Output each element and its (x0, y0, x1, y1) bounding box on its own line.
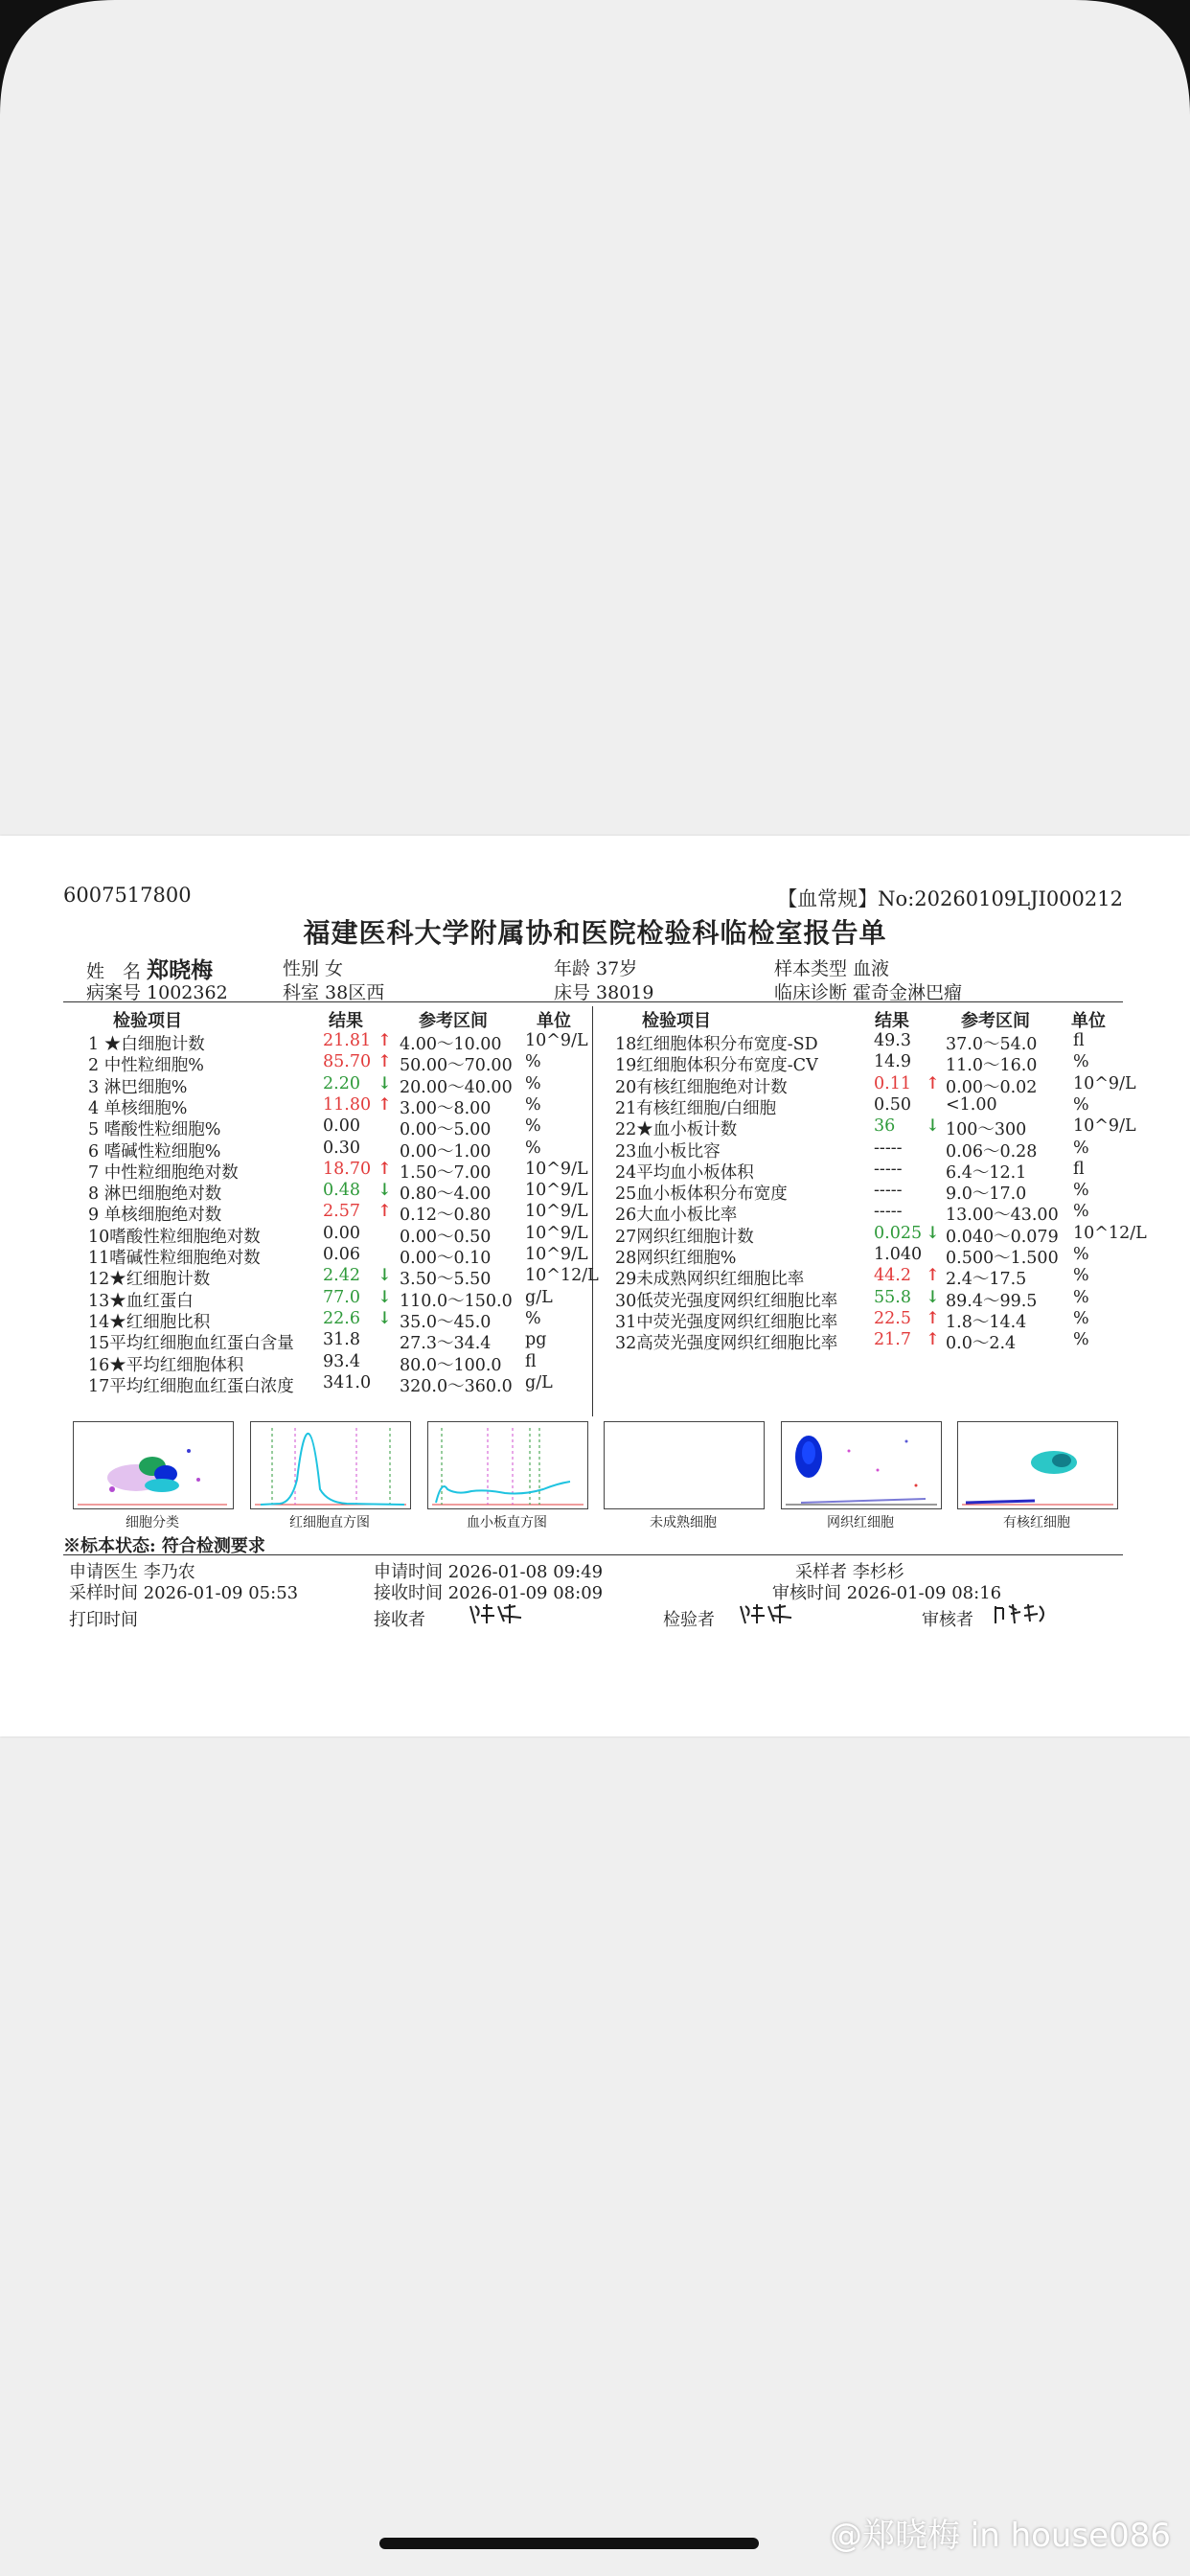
result-value: ----- (874, 1202, 903, 1222)
unit: g/L (525, 1287, 553, 1307)
test-name: 12★红细胞计数 (88, 1270, 211, 1290)
record-number: 病案号 1002362 (86, 982, 228, 1003)
unit: 10^9/L (525, 1223, 588, 1243)
result-value: 1.040 (874, 1245, 923, 1264)
graph-reticulocyte (781, 1421, 942, 1509)
unit: % (1073, 1094, 1089, 1115)
reference-range: 37.0～54.0 (946, 1035, 1038, 1054)
name-label: 姓 名 (86, 961, 142, 982)
graph-immature-cells (604, 1421, 765, 1509)
test-name: 17平均红细胞血红蛋白浓度 (88, 1376, 294, 1396)
unit: 10^9/L (1073, 1116, 1136, 1137)
result-value: 14.9 (874, 1052, 911, 1072)
result-value: 2.42 (323, 1266, 360, 1286)
reference-range: 6.4～12.1 (946, 1162, 1027, 1183)
reference-range: 0.500～1.500 (946, 1249, 1059, 1268)
unit: g/L (525, 1372, 553, 1392)
unit: % (525, 1052, 541, 1072)
table-row (615, 1031, 1133, 1052)
table-row (615, 1138, 1133, 1160)
left-header-result: 结果 (329, 1011, 363, 1031)
result-value: 0.00 (323, 1116, 360, 1137)
table-row (88, 1138, 586, 1160)
table-row (88, 1288, 586, 1309)
table-row (88, 1224, 586, 1245)
test-name: 11嗜碱性粒细胞绝对数 (88, 1249, 261, 1268)
reference-range: 100～300 (946, 1120, 1027, 1140)
test-name: 7 中性粒细胞绝对数 (88, 1162, 239, 1183)
reference-range: 320.0～360.0 (400, 1376, 513, 1396)
unit: % (1073, 1138, 1089, 1158)
flag-arrow: ↑ (926, 1266, 940, 1286)
result-value: 0.30 (323, 1138, 360, 1158)
unit: 10^9/L (525, 1181, 588, 1201)
reference-range: 35.0～45.0 (400, 1312, 492, 1332)
test-name: 31中荧光强度网织红细胞比率 (615, 1312, 838, 1332)
unit: % (1073, 1330, 1089, 1350)
unit: 10^9/L (1073, 1073, 1136, 1093)
test-name: 10嗜酸性粒细胞绝对数 (88, 1227, 261, 1247)
test-name: 23血小板比容 (615, 1141, 721, 1162)
table-row (88, 1095, 586, 1116)
test-name: 6 嗜碱性粒细胞% (88, 1141, 221, 1162)
result-value: 18.70 (323, 1159, 372, 1179)
unit: 10^12/L (1073, 1223, 1147, 1243)
right-header-unit: 单位 (1071, 1011, 1106, 1031)
table-row (615, 1160, 1133, 1181)
result-value: 49.3 (874, 1031, 911, 1050)
reference-range: 3.50～5.50 (400, 1270, 492, 1290)
test-name: 1 ★白细胞计数 (88, 1035, 205, 1054)
unit: % (525, 1116, 541, 1137)
table-row (88, 1330, 586, 1354)
unit: % (525, 1073, 541, 1093)
test-name: 30低荧光强度网织红细胞比率 (615, 1291, 838, 1311)
flag-arrow: ↑ (926, 1330, 940, 1350)
result-value: 21.7 (874, 1330, 911, 1350)
unit: % (525, 1138, 541, 1158)
result-value: ----- (874, 1138, 903, 1158)
reference-range: 0.12～0.80 (400, 1206, 492, 1226)
reference-range: 0.0～2.4 (946, 1334, 1017, 1354)
reference-range: 50.00～70.00 (400, 1056, 513, 1076)
device-rounded-top (0, 0, 1190, 115)
graph-label-5: 网织红细胞 (827, 1515, 894, 1530)
unit: fl (1073, 1031, 1085, 1050)
graph-label-3: 血小板直方图 (467, 1515, 547, 1530)
table-row (615, 1052, 1133, 1076)
flag-arrow: ↓ (378, 1266, 392, 1286)
report-kind-number: 【血常规】No:20260109LJI000212 (777, 887, 1123, 910)
reference-range: 0.00～0.02 (946, 1077, 1038, 1097)
graph-nucleated-rbc (957, 1421, 1118, 1509)
reference-range: 0.06～0.28 (946, 1141, 1038, 1162)
sample-type: 样本类型 血液 (774, 958, 890, 979)
test-name: 4 单核细胞% (88, 1098, 188, 1118)
result-value: 0.06 (323, 1245, 360, 1264)
test-name: 13★血红蛋白 (88, 1291, 194, 1311)
test-name: 32高荧光强度网织红细胞比率 (615, 1334, 838, 1354)
result-value: 2.20 (323, 1073, 360, 1093)
table-row (88, 1352, 586, 1373)
result-value: 36 (874, 1116, 896, 1137)
bed-number: 床号 38019 (554, 982, 654, 1003)
result-value: 77.0 (323, 1287, 360, 1307)
reference-range: 0.00～1.00 (400, 1141, 492, 1162)
reference-range: 1.50～7.00 (400, 1162, 492, 1183)
unit: 10^9/L (525, 1245, 588, 1264)
reference-range: 2.4～17.5 (946, 1270, 1027, 1290)
left-header-item: 检验项目 (113, 1011, 182, 1031)
table-row (88, 1245, 586, 1266)
table-row (615, 1309, 1133, 1330)
collect-time: 采样时间 2026-01-09 05:53 (69, 1583, 299, 1603)
receiver-label: 接收者 (374, 1610, 425, 1630)
reference-range: 0.00～0.10 (400, 1249, 492, 1268)
reference-range: 4.00～10.00 (400, 1035, 502, 1054)
request-time: 申请时间 2026-01-08 09:49 (374, 1562, 604, 1582)
reference-range: 0.00～5.00 (400, 1120, 492, 1140)
requesting-doctor: 申请医生 李乃农 (69, 1562, 195, 1582)
test-name: 14★红细胞比积 (88, 1312, 211, 1332)
table-row (88, 1052, 586, 1076)
table-row (88, 1373, 586, 1394)
graph-label-2: 红细胞直方图 (289, 1515, 370, 1530)
test-name: 18红细胞体积分布宽度-SD (615, 1035, 818, 1054)
reference-range: 0.040～0.079 (946, 1227, 1059, 1247)
result-value: 0.11 (874, 1073, 911, 1093)
flag-arrow: ↓ (378, 1181, 392, 1201)
reference-range: <1.00 (946, 1094, 997, 1115)
left-header-ref: 参考区间 (419, 1011, 488, 1031)
result-value: ----- (874, 1181, 903, 1201)
test-name: 15平均红细胞血红蛋白含量 (88, 1334, 294, 1354)
test-name: 2 中性粒细胞% (88, 1056, 204, 1076)
test-name: 22★血小板计数 (615, 1120, 738, 1140)
unit: % (1073, 1052, 1089, 1072)
review-time: 审核时间 2026-01-09 08:16 (772, 1583, 1002, 1603)
patient-gender: 性别 女 (283, 958, 344, 979)
test-name: 26大血小板比率 (615, 1206, 738, 1226)
unit: pg (525, 1330, 547, 1350)
flag-arrow: ↑ (378, 1052, 392, 1072)
table-row (88, 1074, 586, 1095)
table-row (615, 1202, 1133, 1226)
result-value: 0.48 (323, 1181, 360, 1201)
reference-range: 80.0～100.0 (400, 1355, 502, 1375)
header-rule (63, 1001, 1123, 1002)
result-value: 341.0 (323, 1372, 372, 1392)
reference-range: 0.00～0.50 (400, 1227, 492, 1247)
inspector-label: 检验者 (663, 1610, 715, 1630)
table-row (615, 1245, 1133, 1266)
reviewer-label: 审核者 (922, 1610, 973, 1630)
table-row (615, 1266, 1133, 1290)
unit: 10^9/L (525, 1202, 588, 1222)
result-value: ----- (874, 1159, 903, 1179)
flag-arrow: ↑ (378, 1202, 392, 1222)
table-row (88, 1309, 586, 1330)
flag-arrow: ↑ (378, 1159, 392, 1179)
table-row (88, 1266, 599, 1290)
table-row (615, 1330, 1133, 1354)
reference-range: 110.0～150.0 (400, 1291, 513, 1311)
flag-arrow: ↓ (378, 1287, 392, 1307)
unit: % (525, 1094, 541, 1115)
patient-age: 年龄 37岁 (554, 958, 638, 979)
test-name: 24平均血小板体积 (615, 1162, 754, 1183)
table-row (615, 1181, 1133, 1205)
unit: 10^9/L (525, 1031, 588, 1050)
result-value: 44.2 (874, 1266, 911, 1286)
reference-range: 20.00～40.00 (400, 1077, 513, 1097)
reference-range: 3.00～8.00 (400, 1098, 492, 1118)
unit: % (525, 1308, 541, 1328)
reference-range: 13.00～43.00 (946, 1206, 1059, 1226)
receiver-signature (468, 1600, 525, 1627)
test-name: 5 嗜酸性粒细胞% (88, 1120, 221, 1140)
result-value: 93.4 (323, 1351, 360, 1371)
reference-range: 1.8～14.4 (946, 1312, 1027, 1332)
table-row (615, 1116, 1136, 1140)
right-header-ref: 参考区间 (961, 1011, 1030, 1031)
flag-arrow: ↑ (926, 1308, 940, 1328)
table-row (615, 1288, 1133, 1309)
graph-rbc-histogram (250, 1421, 411, 1509)
unit: 10^9/L (525, 1159, 588, 1179)
flag-arrow: ↓ (378, 1308, 392, 1328)
watermark: @郑晓梅 in house086 (829, 2517, 1171, 2555)
table-row (615, 1223, 1147, 1247)
test-name: 19红细胞体积分布宽度-CV (615, 1056, 818, 1076)
test-name: 29未成熟网织红细胞比率 (615, 1270, 805, 1290)
test-name: 20有核红细胞绝对计数 (615, 1077, 788, 1097)
right-header-result: 结果 (875, 1011, 909, 1031)
table-row (88, 1031, 586, 1052)
flag-arrow: ↓ (926, 1223, 940, 1243)
result-value: 21.81 (323, 1031, 372, 1050)
reviewer-signature (992, 1600, 1049, 1627)
result-value: 55.8 (874, 1287, 911, 1307)
test-name: 9 单核细胞绝对数 (88, 1206, 222, 1226)
home-indicator[interactable] (379, 2538, 759, 2549)
result-value: 31.8 (323, 1330, 360, 1350)
reference-range: 11.0～16.0 (946, 1056, 1038, 1076)
footer-rule (63, 1554, 1123, 1555)
test-name: 28网织红细胞% (615, 1249, 737, 1268)
graph-label-6: 有核红细胞 (1003, 1515, 1070, 1530)
unit: 10^12/L (525, 1266, 599, 1286)
collector: 采样者 李杉杉 (795, 1562, 904, 1582)
result-value: 11.80 (323, 1094, 372, 1115)
reference-range: 9.0～17.0 (946, 1184, 1027, 1205)
test-name: 8 淋巴细胞绝对数 (88, 1184, 222, 1205)
flag-arrow: ↑ (378, 1031, 392, 1050)
test-name: 25血小板体积分布宽度 (615, 1184, 788, 1205)
table-row (88, 1181, 588, 1205)
result-value: 85.70 (323, 1052, 372, 1072)
reference-range: 0.80～4.00 (400, 1184, 492, 1205)
right-header-item: 检验项目 (642, 1011, 711, 1031)
unit: % (1073, 1202, 1089, 1222)
department: 科室 38区西 (283, 982, 385, 1003)
test-name: 27网织红细胞计数 (615, 1227, 754, 1247)
graph-platelet-histogram (427, 1421, 588, 1509)
result-value: 2.57 (323, 1202, 360, 1222)
reference-range: 27.3～34.4 (400, 1334, 492, 1354)
test-name: 16★平均红细胞体积 (88, 1355, 244, 1375)
result-value: 22.6 (323, 1308, 360, 1328)
graph-label-1: 细胞分类 (126, 1515, 179, 1530)
unit: % (1073, 1308, 1089, 1328)
flag-arrow: ↑ (926, 1073, 940, 1093)
flag-arrow: ↓ (378, 1073, 392, 1093)
sample-id: 6007517800 (63, 884, 192, 907)
print-time: 打印时间 (69, 1610, 138, 1630)
table-row (88, 1160, 586, 1181)
clinical-diagnosis: 临床诊断 霍奇金淋巴瘤 (774, 982, 963, 1003)
unit: fl (525, 1351, 537, 1371)
unit: % (1073, 1245, 1089, 1264)
unit: % (1073, 1287, 1089, 1307)
left-header-unit: 单位 (537, 1011, 571, 1031)
flag-arrow: ↓ (926, 1116, 940, 1137)
inspector-signature (738, 1600, 795, 1627)
table-row (88, 1116, 586, 1138)
unit: fl (1073, 1159, 1085, 1179)
reference-range: 89.4～99.5 (946, 1291, 1038, 1311)
test-name: 3 淋巴细胞% (88, 1077, 188, 1097)
graph-cell-classification (73, 1421, 234, 1509)
table-row (615, 1095, 1133, 1116)
table-row (615, 1073, 1136, 1097)
graph-label-4: 未成熟细胞 (650, 1515, 717, 1530)
flag-arrow: ↑ (378, 1094, 392, 1115)
column-divider (592, 1006, 593, 1416)
result-value: 22.5 (874, 1308, 911, 1328)
result-value: 0.00 (323, 1223, 360, 1243)
table-row (88, 1202, 588, 1226)
result-value: 0.50 (874, 1094, 911, 1115)
receive-time: 接收时间 2026-01-09 08:09 (374, 1583, 604, 1603)
name-value: 郑晓梅 (147, 957, 214, 983)
flag-arrow: ↓ (926, 1287, 940, 1307)
unit: % (1073, 1266, 1089, 1286)
report-title: 福建医科大学附属协和医院检验科临检室报告单 (303, 917, 887, 949)
result-value: 0.025 (874, 1223, 923, 1243)
test-name: 21有核红细胞/白细胞 (615, 1098, 777, 1118)
unit: % (1073, 1181, 1089, 1201)
sample-status-note: ※标本状态: 符合检测要求 (63, 1536, 265, 1556)
